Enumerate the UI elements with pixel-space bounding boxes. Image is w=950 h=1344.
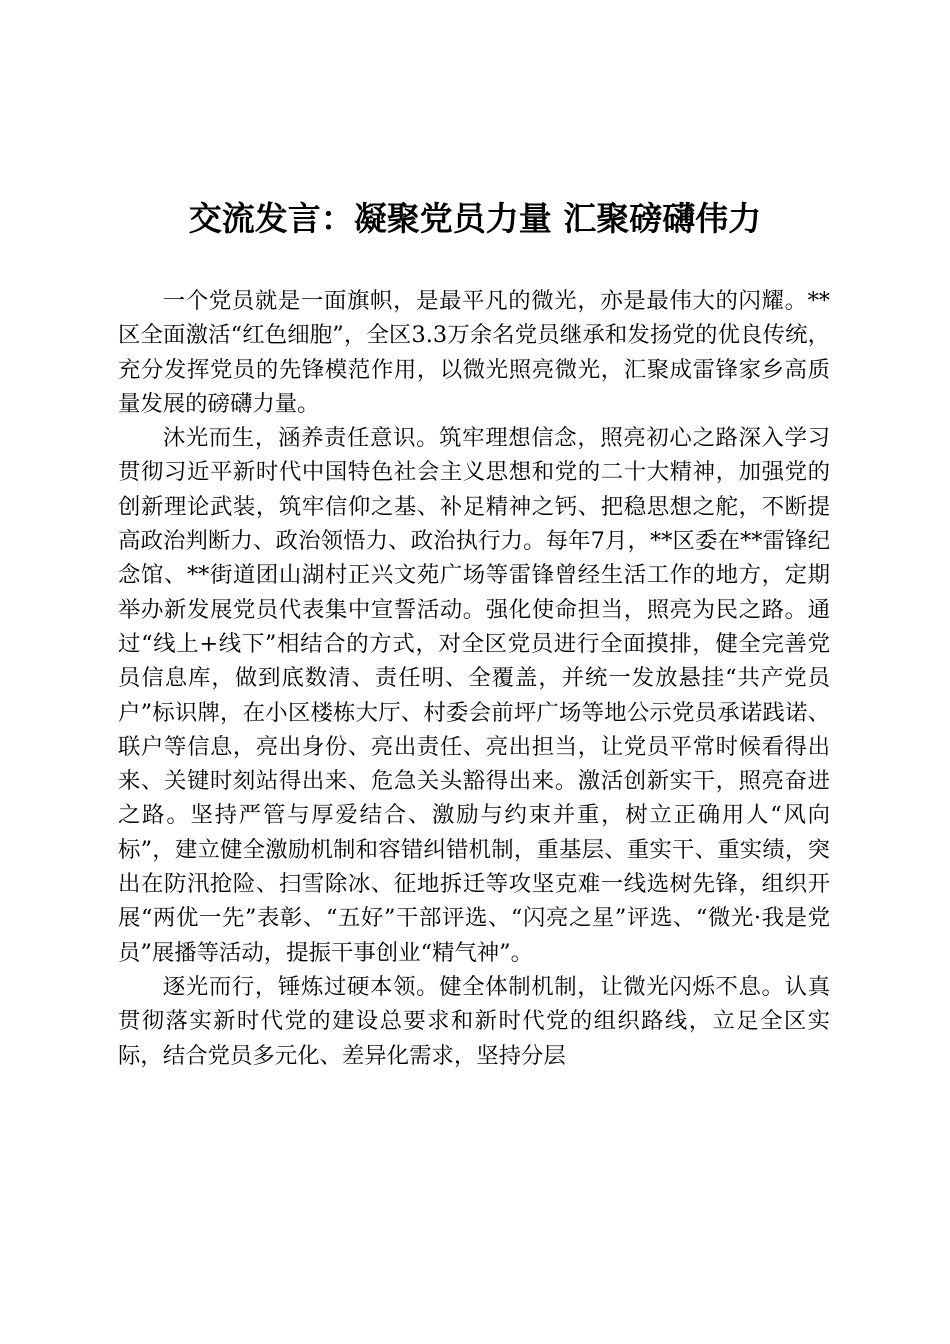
paragraph-intro: 一个党员就是一面旗帜，是最平凡的微光，亦是最伟大的闪耀。**区全面激活“红色细胞”，全区3.3万余名党员继承和发扬党的优良传统，充分发挥党员的先锋模范作用，以微光照亮微光，汇聚成雷锋家乡高质量发展的磅礴力量。 xyxy=(118,288,830,417)
document-body xyxy=(118,284,830,1073)
paragraph-skills: 逐光而行，锤炼过硬本领。健全体制机制，让微光闪烁不息。认真贯彻落实新时代党的建设总要求和新时代党的组织路线，立足全区实际，结合党员多元化、差异化需求，坚持分层 xyxy=(118,973,830,1069)
document-title: 交流发言：凝聚党员力量 汇聚磅礴伟力 xyxy=(188,199,762,238)
paragraph-responsibility: 沐光而生，涵养责任意识。筑牢理想信念，照亮初心之路深入学习贯彻习近平新时代中国特色社会主义思想和党的二十大精神，加强党的创新理论武装，筑牢信仰之基、补足精神之钙、把稳思想之舵，不断提高政治判断力、政治领悟力、政治执行力。每年7月，**区委在**雷锋纪念馆、**街道团山湖村正兴文苑广场等雷锋曾经生活工作的地方，定期举办新发展党员代表集中宣誓活动。强化使命担当，照亮为民之路。通过“线上+线下”相结合的方式，对全区党员进行全面摸排，健全完善党员信息库，做到底数清、责任明、全覆盖，并统一发放悬挂“共产党员户”标识牌，在小区楼栋大厅、村委会前坪广场等地公示党员承诺践诺、联户等信息，亮出身份、亮出责任、亮出担当，让党员平常时候看得出来、关键时刻站得出来、危急关头豁得出来。激活创新实干，照亮奋进之路。坚持严管与厚爱结合、激励与约束并重，树立正确用人“风向标”，建立健全激励机制和容错纠错机制，重基层、重实干、重实绩，突出在防汛抢险、扫雪除冰、征地拆迁等攻坚克难一线选树先锋，组织开展“两优一先”表彰、“五好”干部评选、“闪亮之星”评选、“微光·我是党员”展播等活动，提振干事创业“精气神”。 xyxy=(118,425,830,966)
